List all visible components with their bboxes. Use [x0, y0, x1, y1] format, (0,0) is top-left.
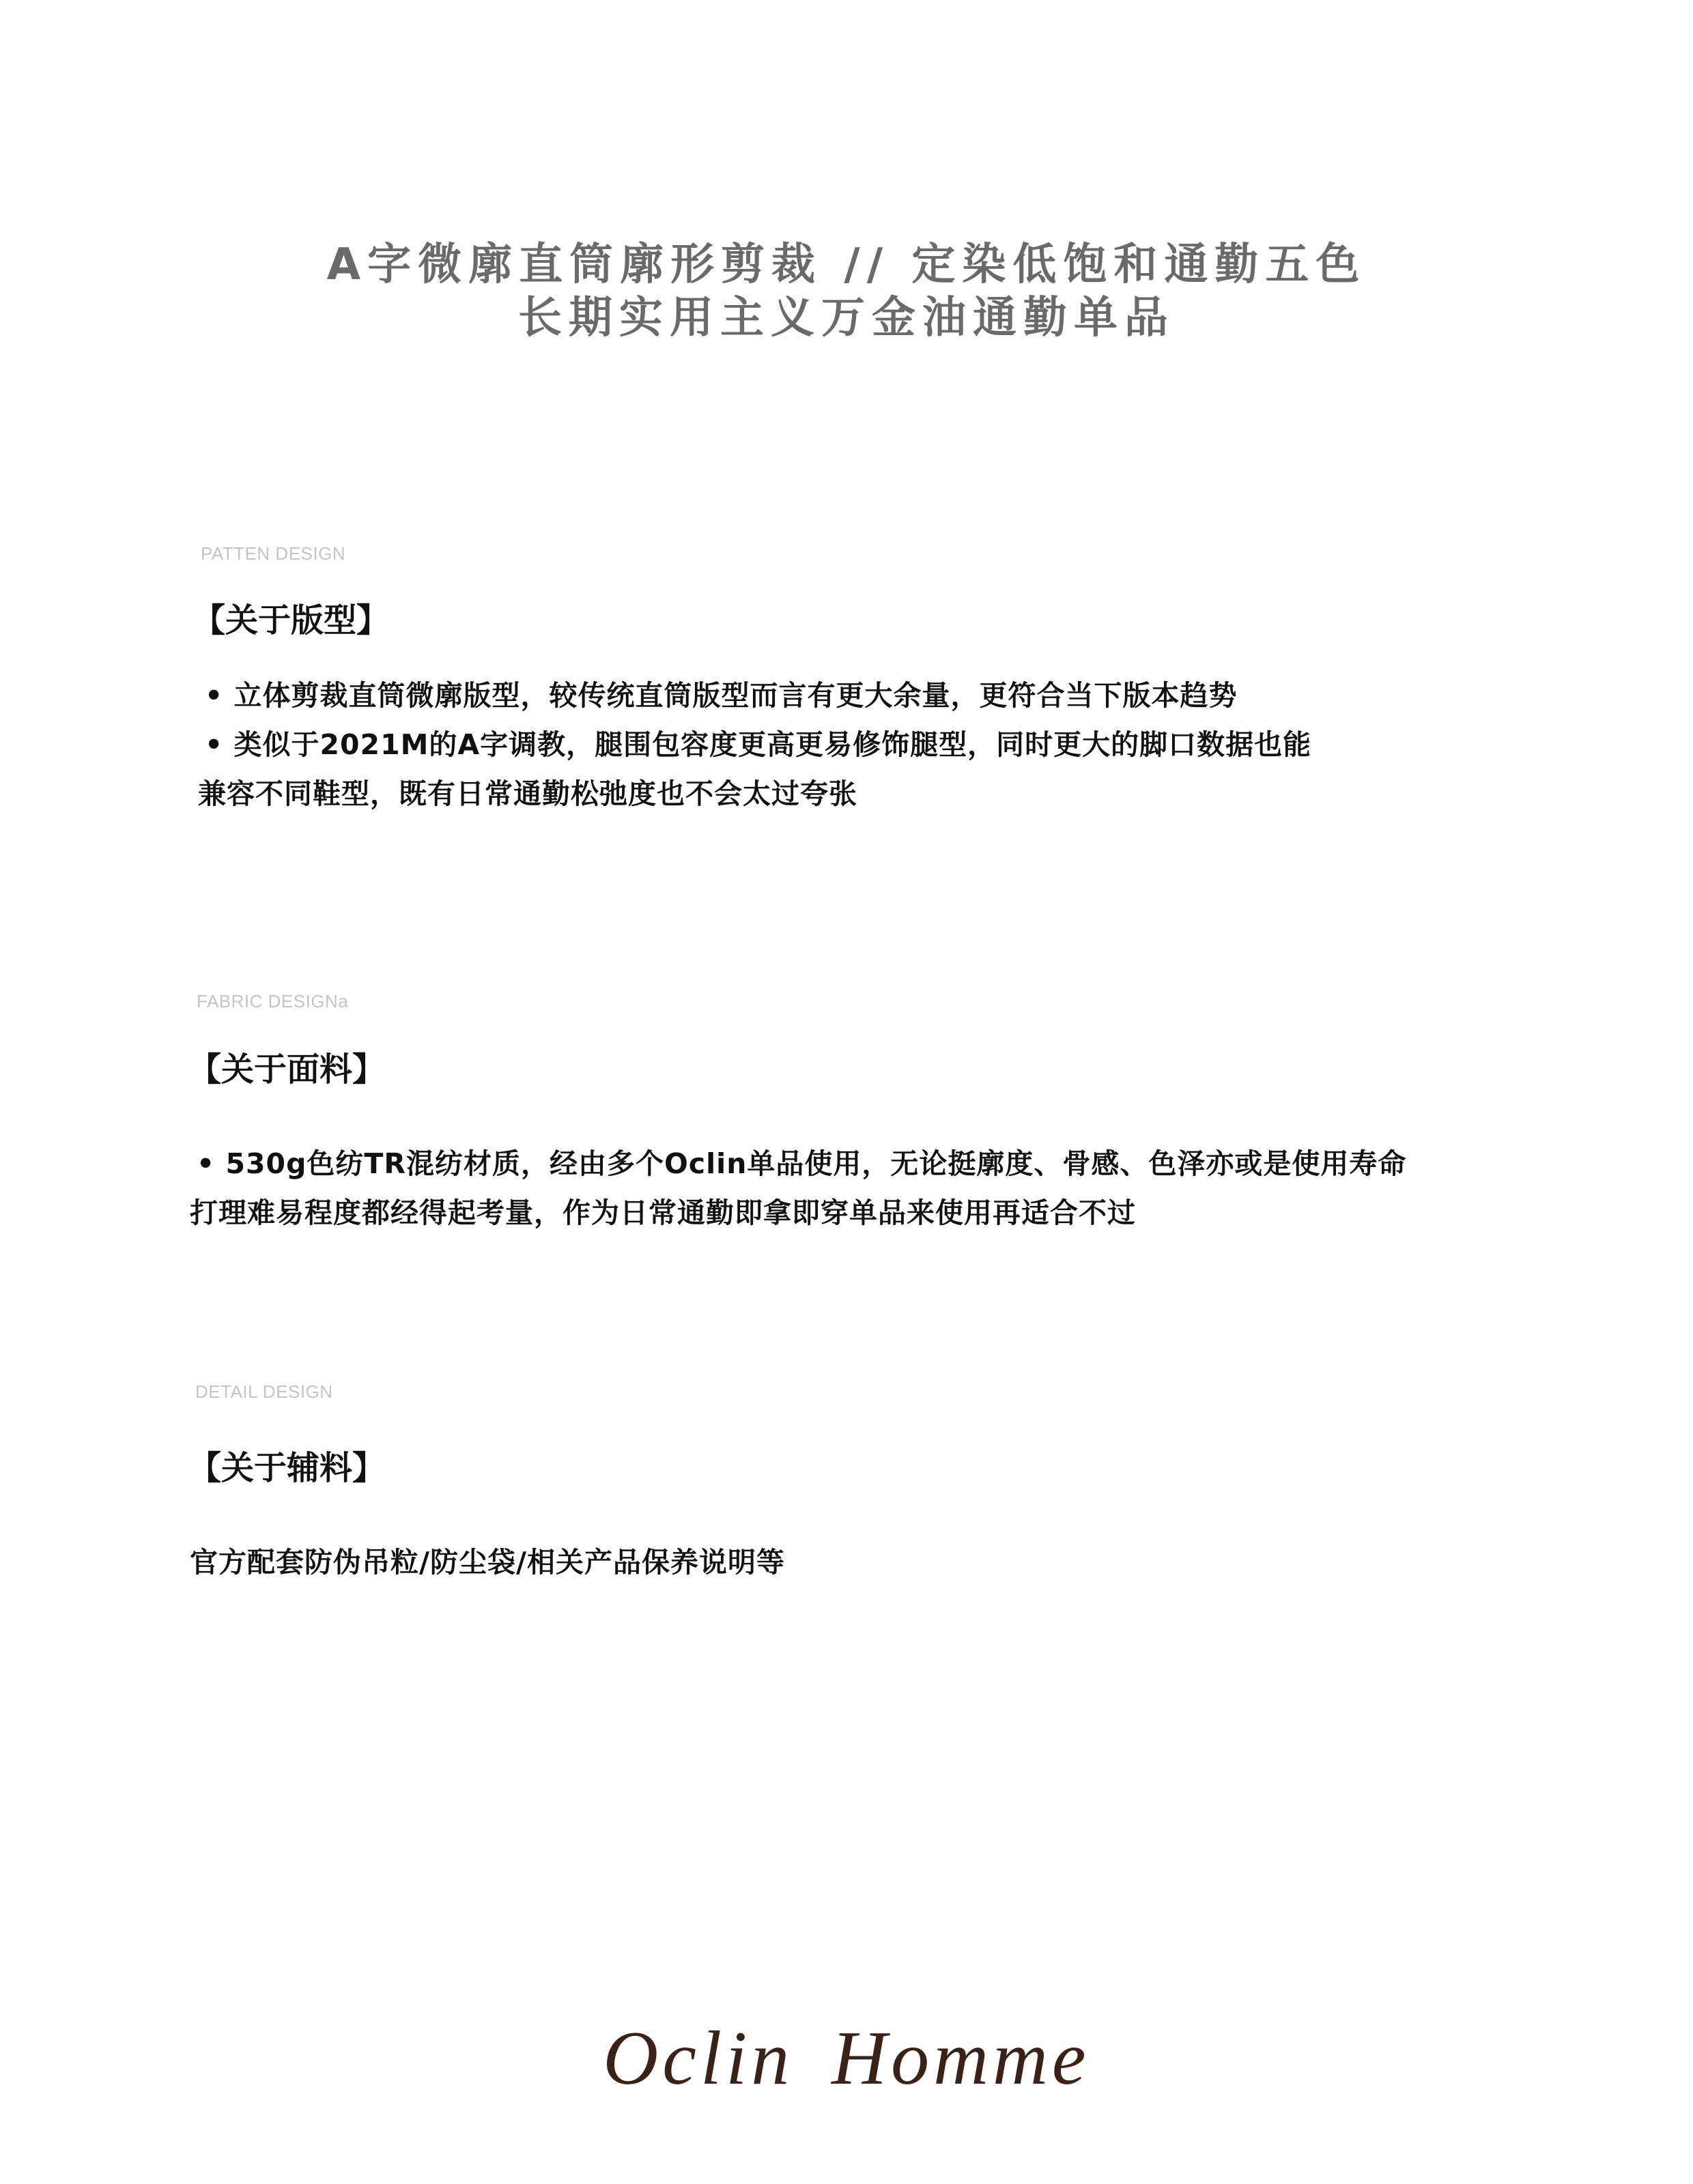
pattern-line-3: 兼容不同鞋型，既有日常通勤松弛度也不会太过夸张 — [198, 777, 857, 810]
brand-word-homme: Homme — [831, 2016, 1090, 2101]
pattern-line-2: • 类似于2021M的A字调教，腿围包容度更高更易修饰腿型，同时更大的脚口数据也能 — [205, 728, 1312, 761]
fabric-heading: 【关于面料】 — [188, 1050, 386, 1089]
headline-line-2: 长期实用主义万金油通勤单品 — [518, 293, 1175, 343]
fabric-eyebrow: FABRIC DESIGNa — [197, 991, 349, 1011]
brand-logo — [0, 2015, 1693, 2103]
brand-word-oclin: Oclin — [603, 2016, 794, 2101]
pattern-line-1: • 立体剪裁直筒微廓版型，较传统直筒版型而言有更大余量，更符合当下版本趋势 — [205, 679, 1238, 712]
fabric-line-2: 打理难易程度都经得起考量，作为日常通勤即拿即穿单品来使用再适合不过 — [190, 1196, 1136, 1229]
pattern-eyebrow: PATTEN DESIGN — [201, 543, 346, 564]
fabric-line-1: • 530g色纺TR混纺材质，经由多个Oclin单品使用，无论挺廓度、骨感、色泽亦或是使用寿命 — [197, 1147, 1407, 1180]
pattern-heading: 【关于版型】 — [193, 601, 390, 640]
detail-heading: 【关于辅料】 — [188, 1449, 386, 1487]
headline-line-1: A字微廓直筒廓形剪裁 // 定染低饱和通勤五色 — [326, 240, 1367, 290]
detail-line-1: 官方配套防伪吊粒/防尘袋/相关产品保养说明等 — [190, 1546, 785, 1579]
detail-eyebrow: DETAIL DESIGN — [195, 1381, 333, 1402]
